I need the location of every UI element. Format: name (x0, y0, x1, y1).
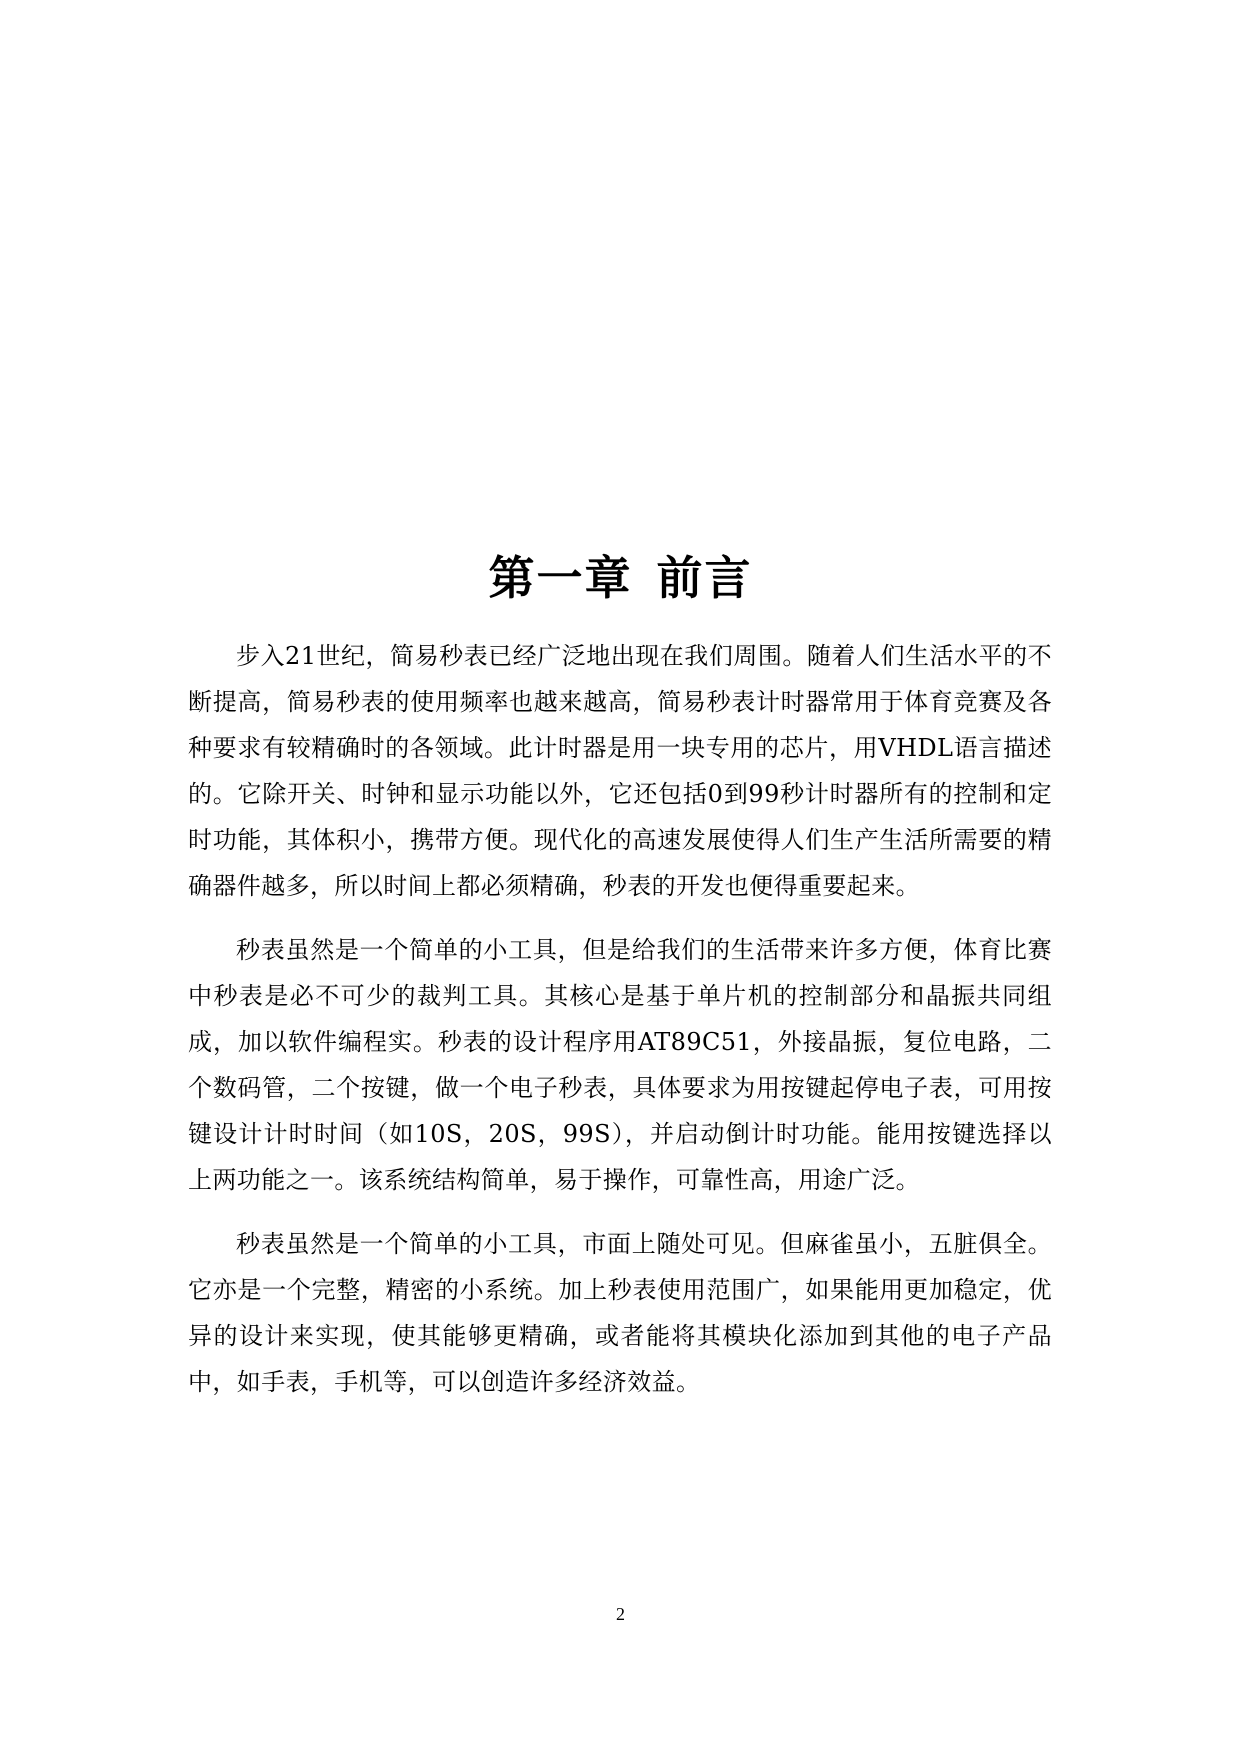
page-number: 2 (616, 1604, 625, 1624)
chapter-body (188, 633, 1052, 1423)
chapter-heading (0, 548, 1241, 608)
chapter-number: 第一章 (488, 551, 633, 605)
chapter-title: 前言 (656, 551, 753, 605)
paragraph-1: 步入21世纪，简易秒表已经广泛地出现在我们周围。随着人们生活水平的不断提高，简易秒表的使用频率也越来越高，简易秒表计时器常用于体育竞赛及各种要求有较精确时的各领域。此计时器是用一块专用的芯片，用VHDL语言描述的。它除开关、时钟和显示功能以外，它还包括0到99秒计时器所有的控制和定时功能，其体积小，携带方便。现代化的高速发展使得人们生产生活所需要的精确器件越多，所以时间上都必须精确，秒表的开发也便得重要起来。 (188, 642, 1052, 900)
paragraph-3: 秒表虽然是一个简单的小工具，市面上随处可见。但麻雀虽小，五脏俱全。它亦是一个完整，精密的小系统。加上秒表使用范围广，如果能用更加稳定，优异的设计来实现，使其能够更精确，或者能将其模块化添加到其他的电子产品中，如手表，手机等，可以创造许多经济效益。 (188, 1230, 1052, 1396)
paragraph-2: 秒表虽然是一个简单的小工具，但是给我们的生活带来许多方便，体育比赛中秒表是必不可少的裁判工具。其核心是基于单片机的控制部分和晶振共同组成，加以软件编程实。秒表的设计程序用AT89C51，外接晶振，复位电路，二个数码管，二个按键，做一个电子秒表，具体要求为用按键起停电子表，可用按键设计计时时间（如10S，20S，99S），并启动倒计时功能。能用按键选择以上两功能之一。该系统结构简单，易于操作，可靠性高，用途广泛。 (188, 936, 1052, 1194)
